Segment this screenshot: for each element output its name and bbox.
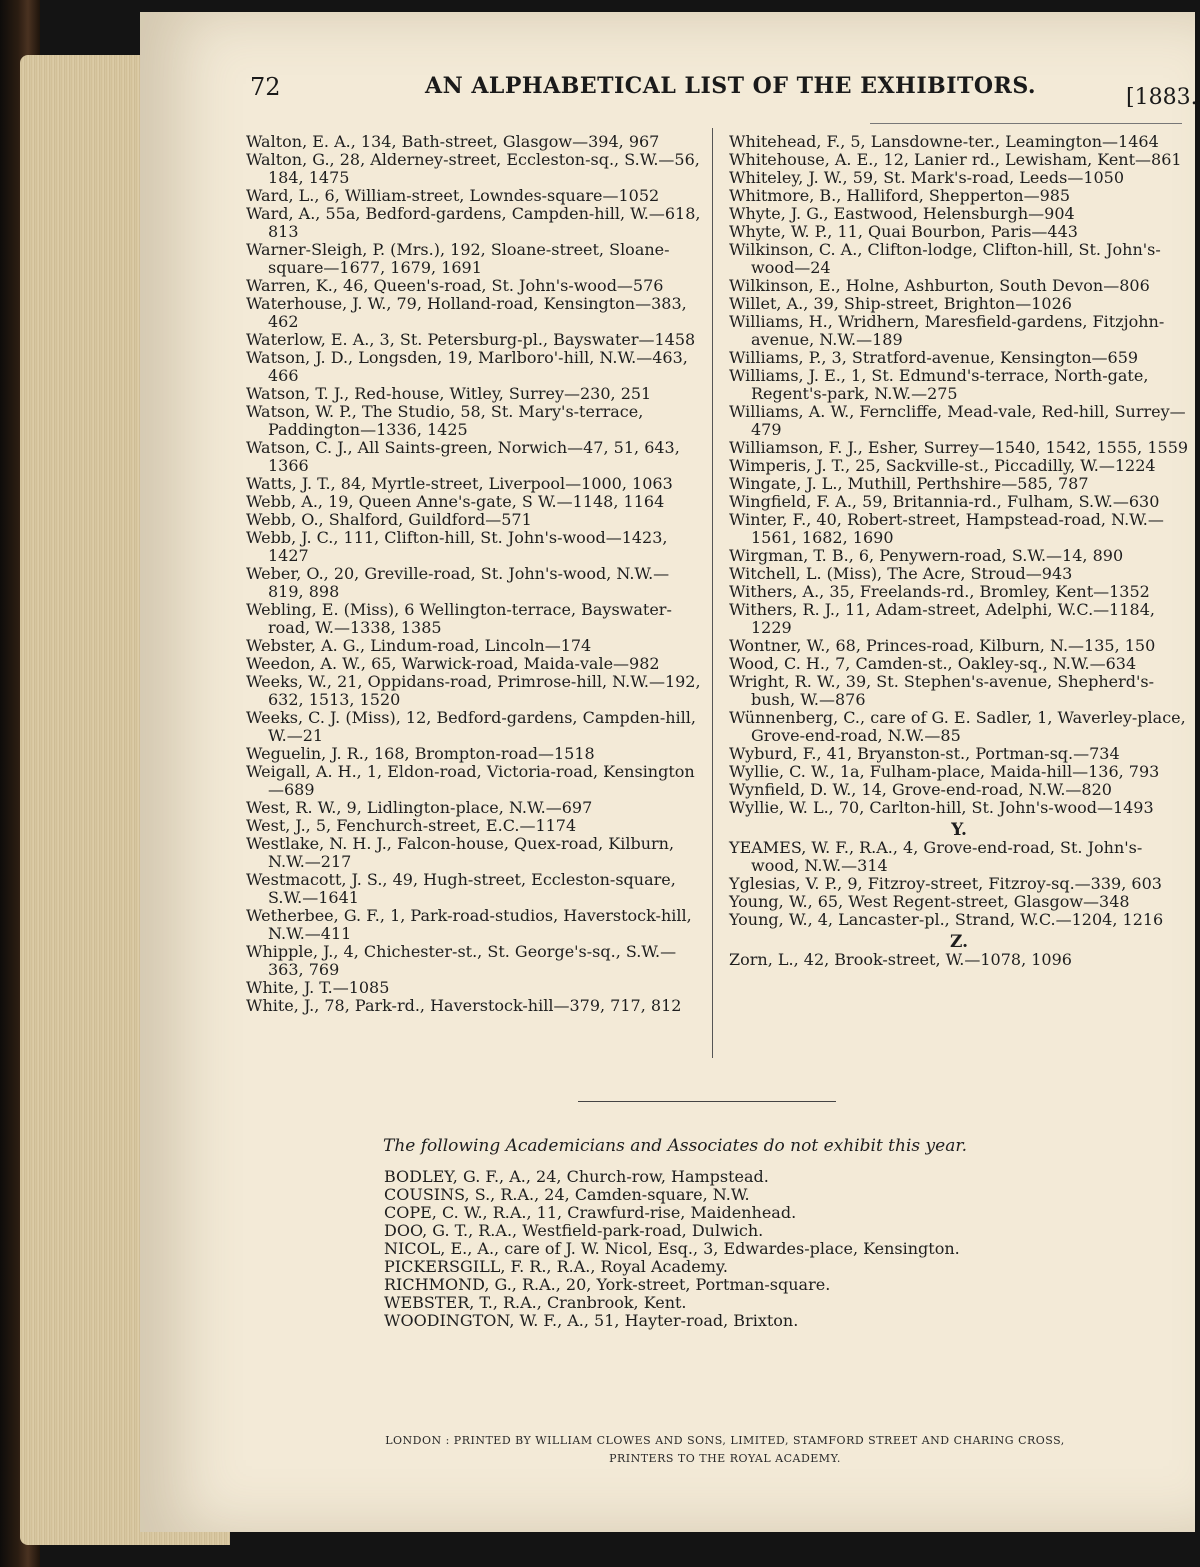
exhibitor-entry: Watts, J. T., 84, Myrtle-street, Liverpool—1000, 1063 [246,474,673,493]
imprint-line-1: LONDON : PRINTED BY WILLIAM CLOWES AND SONS, LIMITED, STAMFORD STREET AND CHARING CROSS, [385,1434,1065,1447]
exhibitor-entry: Waterhouse, J. W., 79, Holland-road, Kensington—383, 462 [246,294,687,331]
exhibitor-entry: Wyllie, W. L., 70, Carlton-hill, St. John's-wood—1493 [729,798,1154,817]
exhibitor-entry: White, J. T.—1085 [246,978,390,997]
academician-entry: COUSINS, S., R.A., 24, Camden-square, N.W. [384,1185,750,1204]
exhibitor-entry: Whitehouse, A. E., 12, Lanier rd., Lewisham, Kent—861 [729,150,1182,169]
exhibitor-entry: Wimperis, J. T., 25, Sackville-st., Piccadilly, W.—1224 [729,456,1156,475]
exhibitor-entry: Wirgman, T. B., 6, Penywern-road, S.W.—14, 890 [729,546,1124,565]
section-heading-z: Z. [949,932,969,952]
exhibitor-entry: Westmacott, J. S., 49, Hugh-street, Eccleston-square, S.W.—1641 [246,870,676,907]
exhibitor-entry: West, J., 5, Fenchurch-street, E.C.—1174 [246,816,577,835]
academicians-caption: The following Academicians and Associates do not exhibit this year. [383,1136,967,1156]
exhibitor-entry: Whipple, J., 4, Chichester-st., St. George's-sq., S.W.—363, 769 [246,942,677,979]
exhibitor-entry: Wood, C. H., 7, Camden-st., Oakley-sq., N.W.—634 [729,654,1137,673]
page-header [250,73,1198,111]
exhibitor-entry: Williamson, F. J., Esher, Surrey—1540, 1542, 1555, 1559 [729,438,1189,457]
exhibitor-entry: Watson, C. J., All Saints-green, Norwich—47, 51, 643, 1366 [246,438,680,475]
exhibitor-entry: Yglesias, V. P., 9, Fitzroy-street, Fitzroy-sq.—339, 603 [729,874,1162,893]
exhibitor-entry: Watson, T. J., Red-house, Witley, Surrey—230, 251 [246,384,652,403]
exhibitor-entry: Wyburd, F., 41, Bryanston-st., Portman-sq.—734 [729,744,1120,763]
exhibitor-entry: Weeks, W., 21, Oppidans-road, Primrose-hill, N.W.—192, 632, 1513, 1520 [246,672,701,709]
exhibitor-entry: Zorn, L., 42, Brook-street, W.—1078, 1096 [729,950,1072,969]
academicians-list [384,1168,1044,1330]
exhibitor-entry: Wingfield, F. A., 59, Britannia-rd., Fulham, S.W.—630 [729,492,1160,511]
section-rule [578,1101,836,1102]
academician-entry: BODLEY, G. F., A., 24, Church-row, Hampstead. [384,1167,769,1186]
exhibitor-entry: Ward, L., 6, William-street, Lowndes-square—1052 [246,186,660,205]
exhibitor-entry: Weber, O., 20, Greville-road, St. John's-wood, N.W.—819, 898 [246,564,670,601]
exhibitor-entry: Wilkinson, E., Holne, Ashburton, South Devon—806 [729,276,1150,295]
exhibitor-entry: Weguelin, J. R., 168, Brompton-road—1518 [246,744,595,763]
left-column [246,133,704,1015]
exhibitor-entry: Willet, A., 39, Ship-street, Brighton—1026 [729,294,1072,313]
exhibitor-entry: Young, W., 4, Lancaster-pl., Strand, W.C.—1204, 1216 [729,910,1164,929]
exhibitor-entry: Williams, H., Wridhern, Maresfield-gardens, Fitzjohn-avenue, N.W.—189 [729,312,1165,349]
section-heading-y: Y. [951,820,967,840]
year-marker: [1883. [1126,85,1198,110]
exhibitor-entry: Young, W., 65, West Regent-street, Glasgow—348 [729,892,1130,911]
exhibitor-entry: Winter, F., 40, Robert-street, Hampstead-road, N.W.—1561, 1682, 1690 [729,510,1164,547]
exhibitor-entry: Walton, E. A., 134, Bath-street, Glasgow—394, 967 [246,132,660,151]
imprint-line-2: PRINTERS TO THE ROYAL ACADEMY. [609,1452,841,1465]
right-column [729,133,1189,969]
exhibitor-entry: Witchell, L. (Miss), The Acre, Stroud—943 [729,564,1073,583]
exhibitor-entry: Waterlow, E. A., 3, St. Petersburg-pl., Bayswater—1458 [246,330,696,349]
page-number: 72 [250,73,281,101]
exhibitor-entry: Weeks, C. J. (Miss), 12, Bedford-gardens, Campden-hill, W.—21 [246,708,696,745]
exhibitor-entry: Warner-Sleigh, P. (Mrs.), 192, Sloane-street, Sloane-square—1677, 1679, 1691 [246,240,670,277]
exhibitor-entry: Whiteley, J. W., 59, St. Mark's-road, Leeds—1050 [729,168,1125,187]
exhibitor-entry: Wünnenberg, C., care of G. E. Sadler, 1, Waverley-place, Grove-end-road, N.W.—85 [729,708,1186,745]
academician-entry: PICKERSGILL, F. R., R.A., Royal Academy. [384,1257,728,1276]
running-title: AN ALPHABETICAL LIST OF THE EXHIBITORS. [425,73,1037,99]
exhibitor-entry: Williams, P., 3, Stratford-avenue, Kensington—659 [729,348,1139,367]
header-rule [870,123,1182,124]
exhibitor-entry: Wyllie, C. W., 1a, Fulham-place, Maida-hill—136, 793 [729,762,1160,781]
exhibitor-entry: Wright, R. W., 39, St. Stephen's-avenue, Shepherd's-bush, W.—876 [729,672,1155,709]
exhibitor-entry: Webb, A., 19, Queen Anne's-gate, S W.—1148, 1164 [246,492,665,511]
exhibitor-entry: Williams, J. E., 1, St. Edmund's-terrace, North-gate, Regent's-park, N.W.—275 [729,366,1149,403]
academician-entry: COPE, C. W., R.A., 11, Crawfurd-rise, Maidenhead. [384,1203,797,1222]
exhibitor-entry: Westlake, N. H. J., Falcon-house, Quex-road, Kilburn, N.W.—217 [246,834,675,871]
exhibitor-entry: Watson, J. D., Longsden, 19, Marlboro'-hill, N.W.—463, 466 [246,348,688,385]
z-entries [729,951,1189,969]
exhibitor-entry: Wilkinson, C. A., Clifton-lodge, Clifton-hill, St. John's-wood—24 [729,240,1161,277]
exhibitor-entry: Warren, K., 46, Queen's-road, St. John's-wood—576 [246,276,664,295]
exhibitor-entry: Webb, O., Shalford, Guildford—571 [246,510,532,529]
exhibitor-entry: Weedon, A. W., 65, Warwick-road, Maida-vale—982 [246,654,660,673]
exhibitor-entry: Withers, R. J., 11, Adam-street, Adelphi, W.C.—1184, 1229 [729,600,1155,637]
exhibitor-entry: Walton, G., 28, Alderney-street, Eccleston-sq., S.W.—56, 184, 1475 [246,150,700,187]
academician-entry: RICHMOND, G., R.A., 20, York-street, Portman-square. [384,1275,831,1294]
exhibitor-entry: Webster, A. G., Lindum-road, Lincoln—174 [246,636,592,655]
exhibitor-entry: Whyte, J. G., Eastwood, Helensburgh—904 [729,204,1075,223]
exhibitor-entry: Weigall, A. H., 1, Eldon-road, Victoria-road, Kensington—689 [246,762,695,799]
academician-entry: WEBSTER, T., R.A., Cranbrook, Kent. [384,1293,687,1312]
exhibitor-entry: Wetherbee, G. F., 1, Park-road-studios, Haverstock-hill, N.W.—411 [246,906,692,943]
academician-entry: DOO, G. T., R.A., Westfield-park-road, Dulwich. [384,1221,764,1240]
exhibitor-entry: White, J., 78, Park-rd., Haverstock-hill—379, 717, 812 [246,996,682,1015]
academician-entry: WOODINGTON, W. F., A., 51, Hayter-road, Brixton. [384,1311,799,1330]
exhibitor-entry: Wynfield, D. W., 14, Grove-end-road, N.W.—820 [729,780,1112,799]
y-entries [729,839,1189,929]
exhibitor-entry: Whitmore, B., Halliford, Shepperton—985 [729,186,1071,205]
exhibitor-entry: West, R. W., 9, Lidlington-place, N.W.—697 [246,798,593,817]
w-entries [729,133,1189,817]
exhibitor-entry: Williams, A. W., Ferncliffe, Mead-vale, Red-hill, Surrey—479 [729,402,1186,439]
exhibitor-entry: Watson, W. P., The Studio, 58, St. Mary's-terrace, Paddington—1336, 1425 [246,402,644,439]
exhibitor-entry: Whyte, W. P., 11, Quai Bourbon, Paris—443 [729,222,1078,241]
exhibitor-entry: Withers, A., 35, Freelands-rd., Bromley, Kent—1352 [729,582,1150,601]
academician-entry: NICOL, E., A., care of J. W. Nicol, Esq., 3, Edwardes-place, Kensington. [384,1239,960,1258]
printer-imprint [300,1432,1150,1468]
column-divider [712,128,713,1058]
exhibitor-entry: Wingate, J. L., Muthill, Perthshire—585, 787 [729,474,1089,493]
exhibitor-entry: YEAMES, W. F., R.A., 4, Grove-end-road, St. John's-wood, N.W.—314 [729,838,1143,875]
exhibitor-entry: Wontner, W., 68, Princes-road, Kilburn, N.—135, 150 [729,636,1156,655]
exhibitor-entry: Webb, J. C., 111, Clifton-hill, St. John's-wood—1423, 1427 [246,528,668,565]
exhibitor-entry: Whitehead, F., 5, Lansdowne-ter., Leamington—1464 [729,132,1159,151]
exhibitor-entry: Ward, A., 55a, Bedford-gardens, Campden-hill, W.—618, 813 [246,204,701,241]
exhibitor-entry: Webling, E. (Miss), 6 Wellington-terrace, Bayswater-road, W.—1338, 1385 [246,600,672,637]
